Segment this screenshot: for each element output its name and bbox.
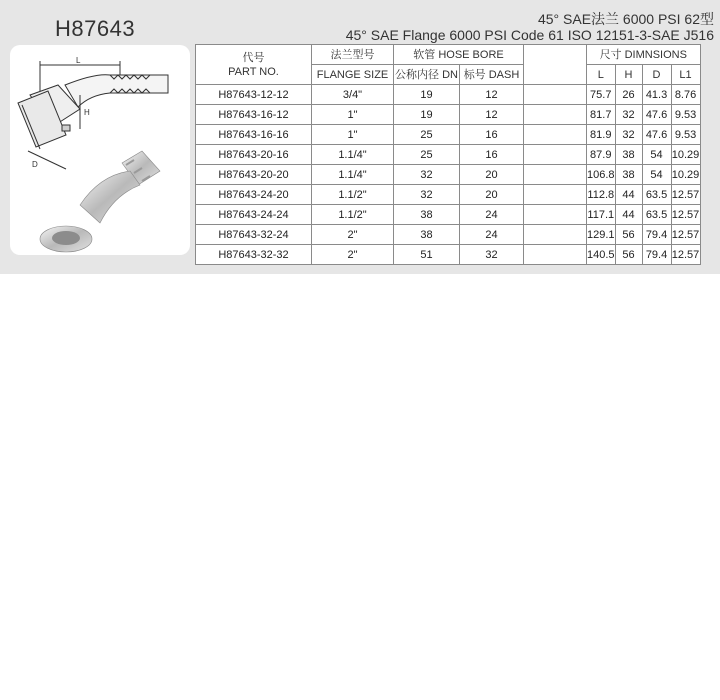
header-dimensions: 尺寸 DIMNSIONS bbox=[587, 45, 701, 65]
cell-d: 79.4 bbox=[642, 245, 671, 265]
cell-flange-size: 1" bbox=[312, 105, 394, 125]
cell-dn: 19 bbox=[394, 105, 460, 125]
cell-spacer bbox=[524, 185, 587, 205]
cell-dn: 32 bbox=[394, 165, 460, 185]
cell-l: 81.9 bbox=[587, 125, 616, 145]
model-number: H87643 bbox=[55, 16, 136, 41]
cell-dn: 32 bbox=[394, 185, 460, 205]
cell-l1: 10.29 bbox=[671, 165, 700, 185]
cell-part-no: H87643-32-32 bbox=[196, 245, 312, 265]
cell-part-no: H87643-20-20 bbox=[196, 165, 312, 185]
cell-d: 63.5 bbox=[642, 185, 671, 205]
cell-dash: 12 bbox=[460, 105, 524, 125]
product-image-panel bbox=[10, 45, 190, 255]
title-english: 45° SAE Flange 6000 PSI Code 61 ISO 12151-3-SAE J516 bbox=[345, 27, 714, 43]
cell-dn: 25 bbox=[394, 145, 460, 165]
cell-part-no: H87643-16-16 bbox=[196, 125, 312, 145]
header-flange-en: FLANGE SIZE bbox=[312, 65, 394, 85]
cell-l1: 8.76 bbox=[671, 85, 700, 105]
cell-l: 106.8 bbox=[587, 165, 616, 185]
header-part-no-cn: 代号 bbox=[242, 51, 265, 64]
cell-d: 47.6 bbox=[642, 105, 671, 125]
cell-dash: 20 bbox=[460, 165, 524, 185]
title-chinese: 45° SAE法兰 6000 PSI 62型 bbox=[537, 11, 714, 27]
cell-spacer bbox=[524, 225, 587, 245]
cell-h: 44 bbox=[615, 205, 642, 225]
cell-dn: 25 bbox=[394, 125, 460, 145]
table-row bbox=[196, 185, 701, 205]
cell-h: 38 bbox=[615, 145, 642, 165]
table-body bbox=[196, 85, 701, 265]
cell-l1: 12.57 bbox=[671, 205, 700, 225]
cell-flange-size: 1.1/2" bbox=[312, 185, 394, 205]
cell-h: 38 bbox=[615, 165, 642, 185]
cell-spacer bbox=[524, 125, 587, 145]
cell-flange-size: 3/4" bbox=[312, 85, 394, 105]
cell-part-no: H87643-20-16 bbox=[196, 145, 312, 165]
table-row bbox=[196, 85, 701, 105]
header-part-no bbox=[196, 45, 312, 85]
cell-part-no: H87643-16-12 bbox=[196, 105, 312, 125]
cell-l: 129.1 bbox=[587, 225, 616, 245]
cell-l1: 9.53 bbox=[671, 105, 700, 125]
spec-table bbox=[195, 44, 701, 265]
cell-dn: 38 bbox=[394, 225, 460, 245]
cell-d: 54 bbox=[642, 165, 671, 185]
cell-l: 112.8 bbox=[587, 185, 616, 205]
header-dn: 公称内径 DN bbox=[394, 65, 460, 85]
header-col-h: H bbox=[615, 65, 642, 85]
cell-dash: 24 bbox=[460, 205, 524, 225]
cell-l1: 12.57 bbox=[671, 245, 700, 265]
fitting-photo bbox=[40, 151, 160, 252]
cell-h: 56 bbox=[615, 225, 642, 245]
cell-part-no: H87643-32-24 bbox=[196, 225, 312, 245]
cell-flange-size: 2" bbox=[312, 245, 394, 265]
cell-l1: 12.57 bbox=[671, 185, 700, 205]
cell-dn: 51 bbox=[394, 245, 460, 265]
cell-spacer bbox=[524, 105, 587, 125]
cell-flange-size: 1" bbox=[312, 125, 394, 145]
label-h: H bbox=[84, 108, 90, 117]
cell-l: 140.5 bbox=[587, 245, 616, 265]
elbow-render bbox=[80, 171, 140, 223]
cell-dash: 12 bbox=[460, 85, 524, 105]
header-dash: 标号 DASH bbox=[460, 65, 524, 85]
cell-dash: 16 bbox=[460, 125, 524, 145]
cell-spacer bbox=[524, 85, 587, 105]
table-row bbox=[196, 205, 701, 225]
header-spacer bbox=[524, 45, 587, 85]
cell-l1: 9.53 bbox=[671, 125, 700, 145]
label-d: D bbox=[32, 160, 38, 169]
cell-l1: 10.29 bbox=[671, 145, 700, 165]
cell-l: 87.9 bbox=[587, 145, 616, 165]
technical-drawing bbox=[18, 61, 168, 169]
cell-d: 54 bbox=[642, 145, 671, 165]
table-row bbox=[196, 225, 701, 245]
cell-flange-size: 1.1/2" bbox=[312, 205, 394, 225]
cell-part-no: H87643-24-24 bbox=[196, 205, 312, 225]
fitting-drawing bbox=[10, 45, 190, 255]
cell-flange-size: 1.1/4" bbox=[312, 145, 394, 165]
header-flange-cn: 法兰型号 bbox=[312, 45, 394, 65]
cell-h: 44 bbox=[615, 185, 642, 205]
cell-dash: 32 bbox=[460, 245, 524, 265]
cell-dn: 19 bbox=[394, 85, 460, 105]
flange-bore-render bbox=[52, 231, 80, 245]
table-header-row-1 bbox=[196, 45, 701, 65]
cell-dn: 38 bbox=[394, 205, 460, 225]
cell-spacer bbox=[524, 145, 587, 165]
cell-l: 75.7 bbox=[587, 85, 616, 105]
cell-d: 79.4 bbox=[642, 225, 671, 245]
header-col-l1: L1 bbox=[671, 65, 700, 85]
table-row bbox=[196, 145, 701, 165]
label-l: L bbox=[76, 56, 81, 65]
table-row bbox=[196, 105, 701, 125]
cell-spacer bbox=[524, 245, 587, 265]
cell-dash: 24 bbox=[460, 225, 524, 245]
cell-h: 56 bbox=[615, 245, 642, 265]
table-row bbox=[196, 165, 701, 185]
cell-d: 47.6 bbox=[642, 125, 671, 145]
cell-h: 32 bbox=[615, 105, 642, 125]
flange-bolt-tab bbox=[62, 125, 70, 131]
cell-l1: 12.57 bbox=[671, 225, 700, 245]
header-col-d: D bbox=[642, 65, 671, 85]
header-col-l: L bbox=[587, 65, 616, 85]
header-hose-bore: 软管 HOSE BORE bbox=[394, 45, 524, 65]
cell-dash: 20 bbox=[460, 185, 524, 205]
cell-l: 117.1 bbox=[587, 205, 616, 225]
cell-part-no: H87643-12-12 bbox=[196, 85, 312, 105]
table-row bbox=[196, 245, 701, 265]
cell-spacer bbox=[524, 165, 587, 185]
cell-flange-size: 1.1/4" bbox=[312, 165, 394, 185]
cell-spacer bbox=[524, 205, 587, 225]
cell-d: 63.5 bbox=[642, 205, 671, 225]
header-part-no-en: PART NO. bbox=[228, 65, 279, 78]
cell-d: 41.3 bbox=[642, 85, 671, 105]
table-row bbox=[196, 125, 701, 145]
cell-l: 81.7 bbox=[587, 105, 616, 125]
cell-flange-size: 2" bbox=[312, 225, 394, 245]
cell-h: 26 bbox=[615, 85, 642, 105]
cell-dash: 16 bbox=[460, 145, 524, 165]
cell-h: 32 bbox=[615, 125, 642, 145]
cell-part-no: H87643-24-20 bbox=[196, 185, 312, 205]
